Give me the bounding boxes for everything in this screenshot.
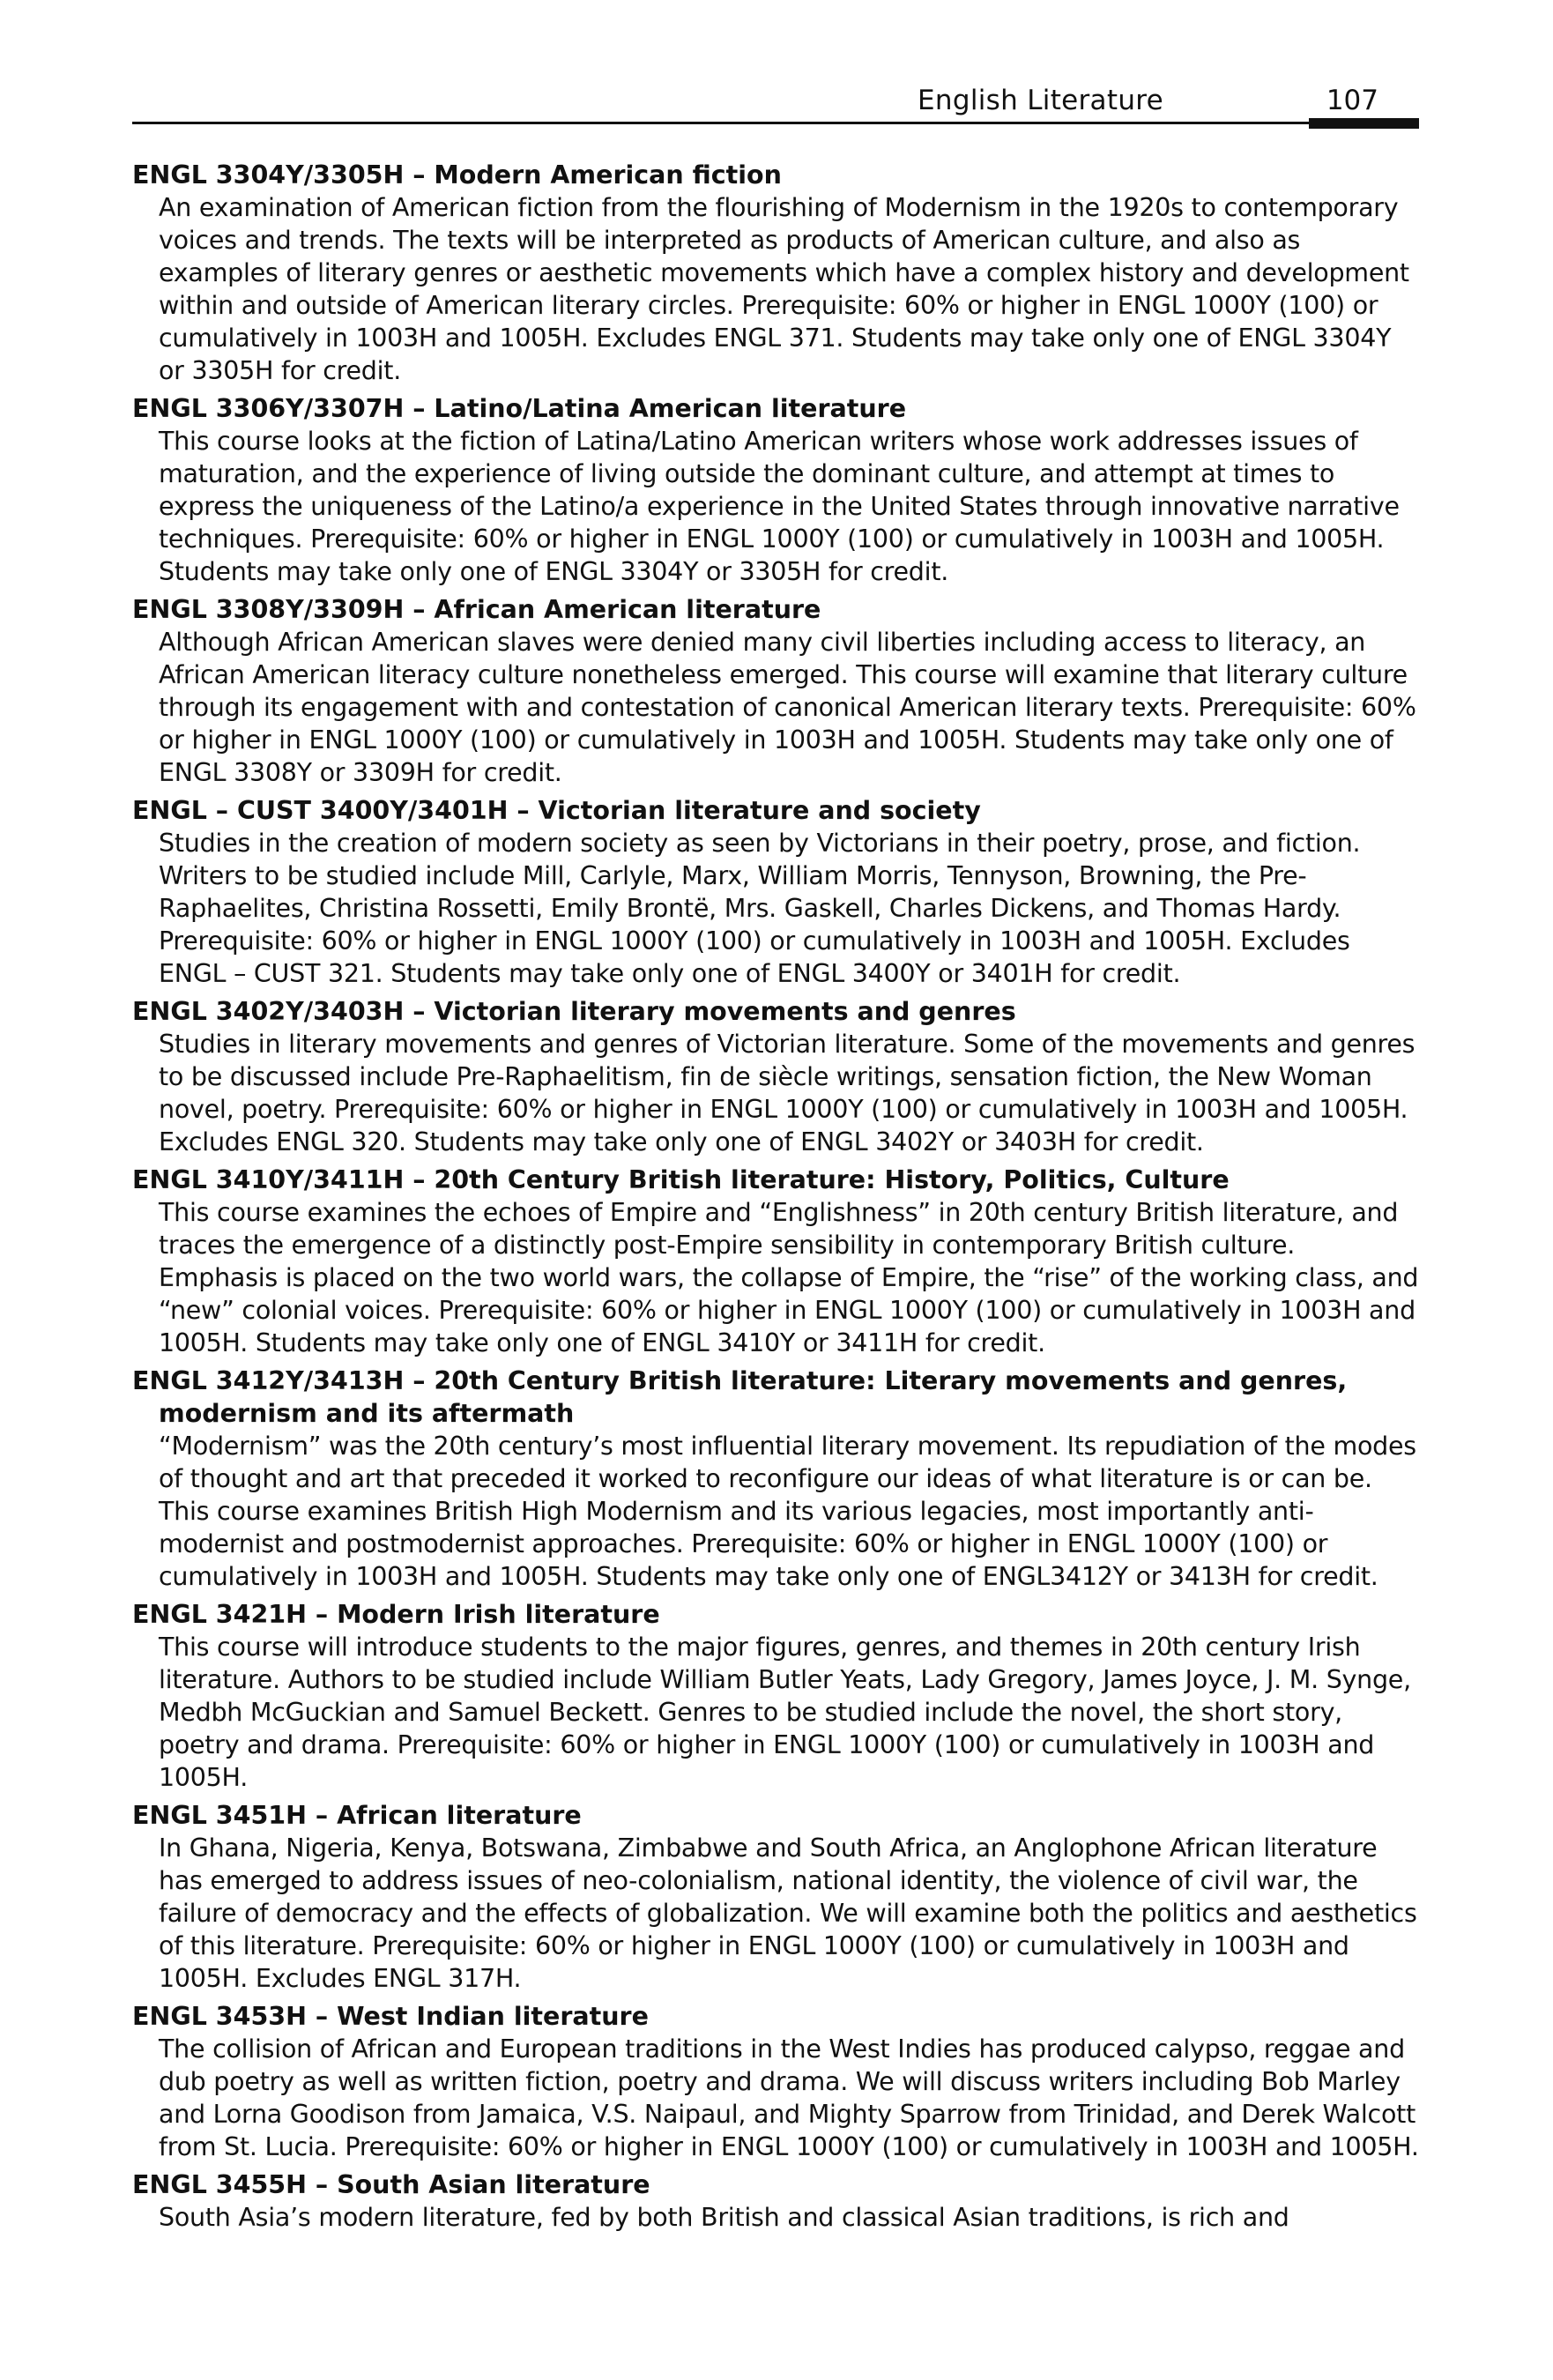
course-title: ENGL 3402Y/3403H – Victorian literary movements and genres	[132, 997, 1016, 1026]
course-description: This course looks at the fiction of Latina/Latino American writers whose work addresses issues of maturation, and the experience of living outside the dominant culture, and attempt at times to express the uniqueness of the Latino/a experience in the United States through innovative narrative techniques. Prerequisite: 60% or higher in ENGL 1000Y (100) or cumulatively in 1003H and 1005H. Students may take only one of ENGL 3304Y or 3305H for credit.	[159, 427, 1400, 586]
course-entry	[132, 159, 1419, 387]
course-entry	[132, 2168, 1419, 2234]
course-description: This course examines the echoes of Empire and “Englishness” in 20th century British literature, and traces the emergence of a distinctly post-Empire sensibility in contemporary British culture. Emphasis is placed on the two world wars, the collapse of Empire, the “rise” of the working class, and “new” colonial voices. Prerequisite: 60% or higher in ENGL 1000Y (100) or cumulatively in 1003H and 1005H. Students may take only one of ENGL 3410Y or 3411H for credit.	[159, 1198, 1419, 1357]
course-title: ENGL 3453H – West Indian literature	[132, 2002, 649, 2031]
course-description: In Ghana, Nigeria, Kenya, Botswana, Zimbabwe and South Africa, an Anglophone African literature has emerged to address issues of neo-colonialism, national identity, the violence of civil war, the failure of democracy and the effects of globalization. We will examine both the politics and aesthetics of this literature. Prerequisite: 60% or higher in ENGL 1000Y (100) or cumulatively in 1003H and 1005H. Excludes ENGL 317H.	[159, 1833, 1417, 1993]
course-title: ENGL – CUST 3400Y/3401H – Victorian literature and society	[132, 796, 981, 825]
running-title: English Literature	[918, 85, 1163, 116]
course-description: “Modernism” was the 20th century’s most influential literary movement. Its repudiation of the modes of thought and art that preceded it worked to reconfigure our ideas of what literature is or can be. This course examines British High Modernism and its various legacies, most importantly anti-modernist and postmodernist approaches. Prerequisite: 60% or higher in ENGL 1000Y (100) or cumulatively in 1003H and 1005H. Students may take only one of ENGL3412Y or 3413H for credit.	[159, 1432, 1416, 1591]
course-entry	[132, 1365, 1419, 1593]
course-description: An examination of American fiction from the flourishing of Modernism in the 1920s to contemporary voices and trends. The texts will be interpreted as products of American culture, and also as examples of literary genres or aesthetic movements which have a complex history and development within and outside of American literary circles. Prerequisite: 60% or higher in ENGL 1000Y (100) or cumulatively in 1003H and 1005H. Excludes ENGL 371. Students may take only one of ENGL 3304Y or 3305H for credit.	[159, 193, 1409, 385]
course-entry	[132, 1799, 1419, 1995]
course-description: Studies in the creation of modern society as seen by Victorians in their poetry, prose, and fiction. Writers to be studied include Mill, Carlyle, Marx, William Morris, Tennyson, Browning, the Pre-Raphaelites, Christina Rossetti, Emily Brontë, Mrs. Gaskell, Charles Dickens, and Thomas Hardy. Prerequisite: 60% or higher in ENGL 1000Y (100) or cumulatively in 1003H and 1005H. Excludes ENGL – CUST 321. Students may take only one of ENGL 3400Y or 3401H for credit.	[159, 829, 1361, 988]
course-title: ENGL 3421H – Modern Irish literature	[132, 1600, 660, 1629]
course-title: ENGL 3455H – South Asian literature	[132, 2170, 650, 2199]
course-description: The collision of African and European traditions in the West Indies has produced calypso, reggae and dub poetry as well as written fiction, poetry and drama. We will discuss writers including Bob Marley and Lorna Goodison from Jamaica, V.S. Naipaul, and Mighty Sparrow from Trinidad, and Derek Walcott from St. Lucia. Prerequisite: 60% or higher in ENGL 1000Y (100) or cumulatively in 1003H and 1005H.	[159, 2034, 1419, 2161]
header-rule-block	[1309, 118, 1419, 129]
header-rule	[132, 122, 1340, 124]
page-number: 107	[1326, 85, 1378, 116]
course-entry	[132, 392, 1419, 588]
course-entry	[132, 2000, 1419, 2163]
course-description: Studies in literary movements and genres of Victorian literature. Some of the movements and genres to be discussed include Pre-Raphaelitism, fin de siècle writings, sensation fiction, the New Woman novel, poetry. Prerequisite: 60% or higher in ENGL 1000Y (100) or cumulatively in 1003H and 1005H. Excludes ENGL 320. Students may take only one of ENGL 3402Y or 3403H for credit.	[159, 1030, 1416, 1157]
course-title: ENGL 3410Y/3411H – 20th Century British literature: History, Politics, Culture	[132, 1165, 1230, 1194]
course-title: ENGL 3306Y/3307H – Latino/Latina American literature	[132, 394, 907, 423]
course-list	[132, 159, 1419, 2239]
course-entry	[132, 794, 1419, 990]
page-header	[132, 79, 1419, 132]
course-entry	[132, 1164, 1419, 1359]
course-entry	[132, 1598, 1419, 1794]
course-title: ENGL 3451H – African literature	[132, 1801, 582, 1830]
course-title: ENGL 3412Y/3413H – 20th Century British literature: Literary movements and genres, modernism and its aftermath	[132, 1366, 1348, 1428]
course-entry	[132, 995, 1419, 1158]
course-entry	[132, 593, 1419, 789]
course-title: ENGL 3304Y/3305H – Modern American fiction	[132, 160, 782, 190]
course-description: South Asia’s modern literature, fed by both British and classical Asian traditions, is rich and	[159, 2203, 1289, 2232]
course-description: This course will introduce students to the major figures, genres, and themes in 20th century Irish literature. Authors to be studied include William Butler Yeats, Lady Gregory, James Joyce, J. M. Synge, Medbh McGuckian and Samuel Beckett. Genres to be studied include the novel, the short story, poetry and drama. Prerequisite: 60% or higher in ENGL 1000Y (100) or cumulatively in 1003H and 1005H.	[159, 1633, 1411, 1792]
course-description: Although African American slaves were denied many civil liberties including access to literacy, an African American literacy culture nonetheless emerged. This course will examine that literary culture through its engagement with and contestation of canonical American literary texts. Prerequisite: 60% or higher in ENGL 1000Y (100) or cumulatively in 1003H and 1005H. Students may take only one of ENGL 3308Y or 3309H for credit.	[159, 628, 1416, 787]
course-title: ENGL 3308Y/3309H – African American literature	[132, 595, 821, 624]
